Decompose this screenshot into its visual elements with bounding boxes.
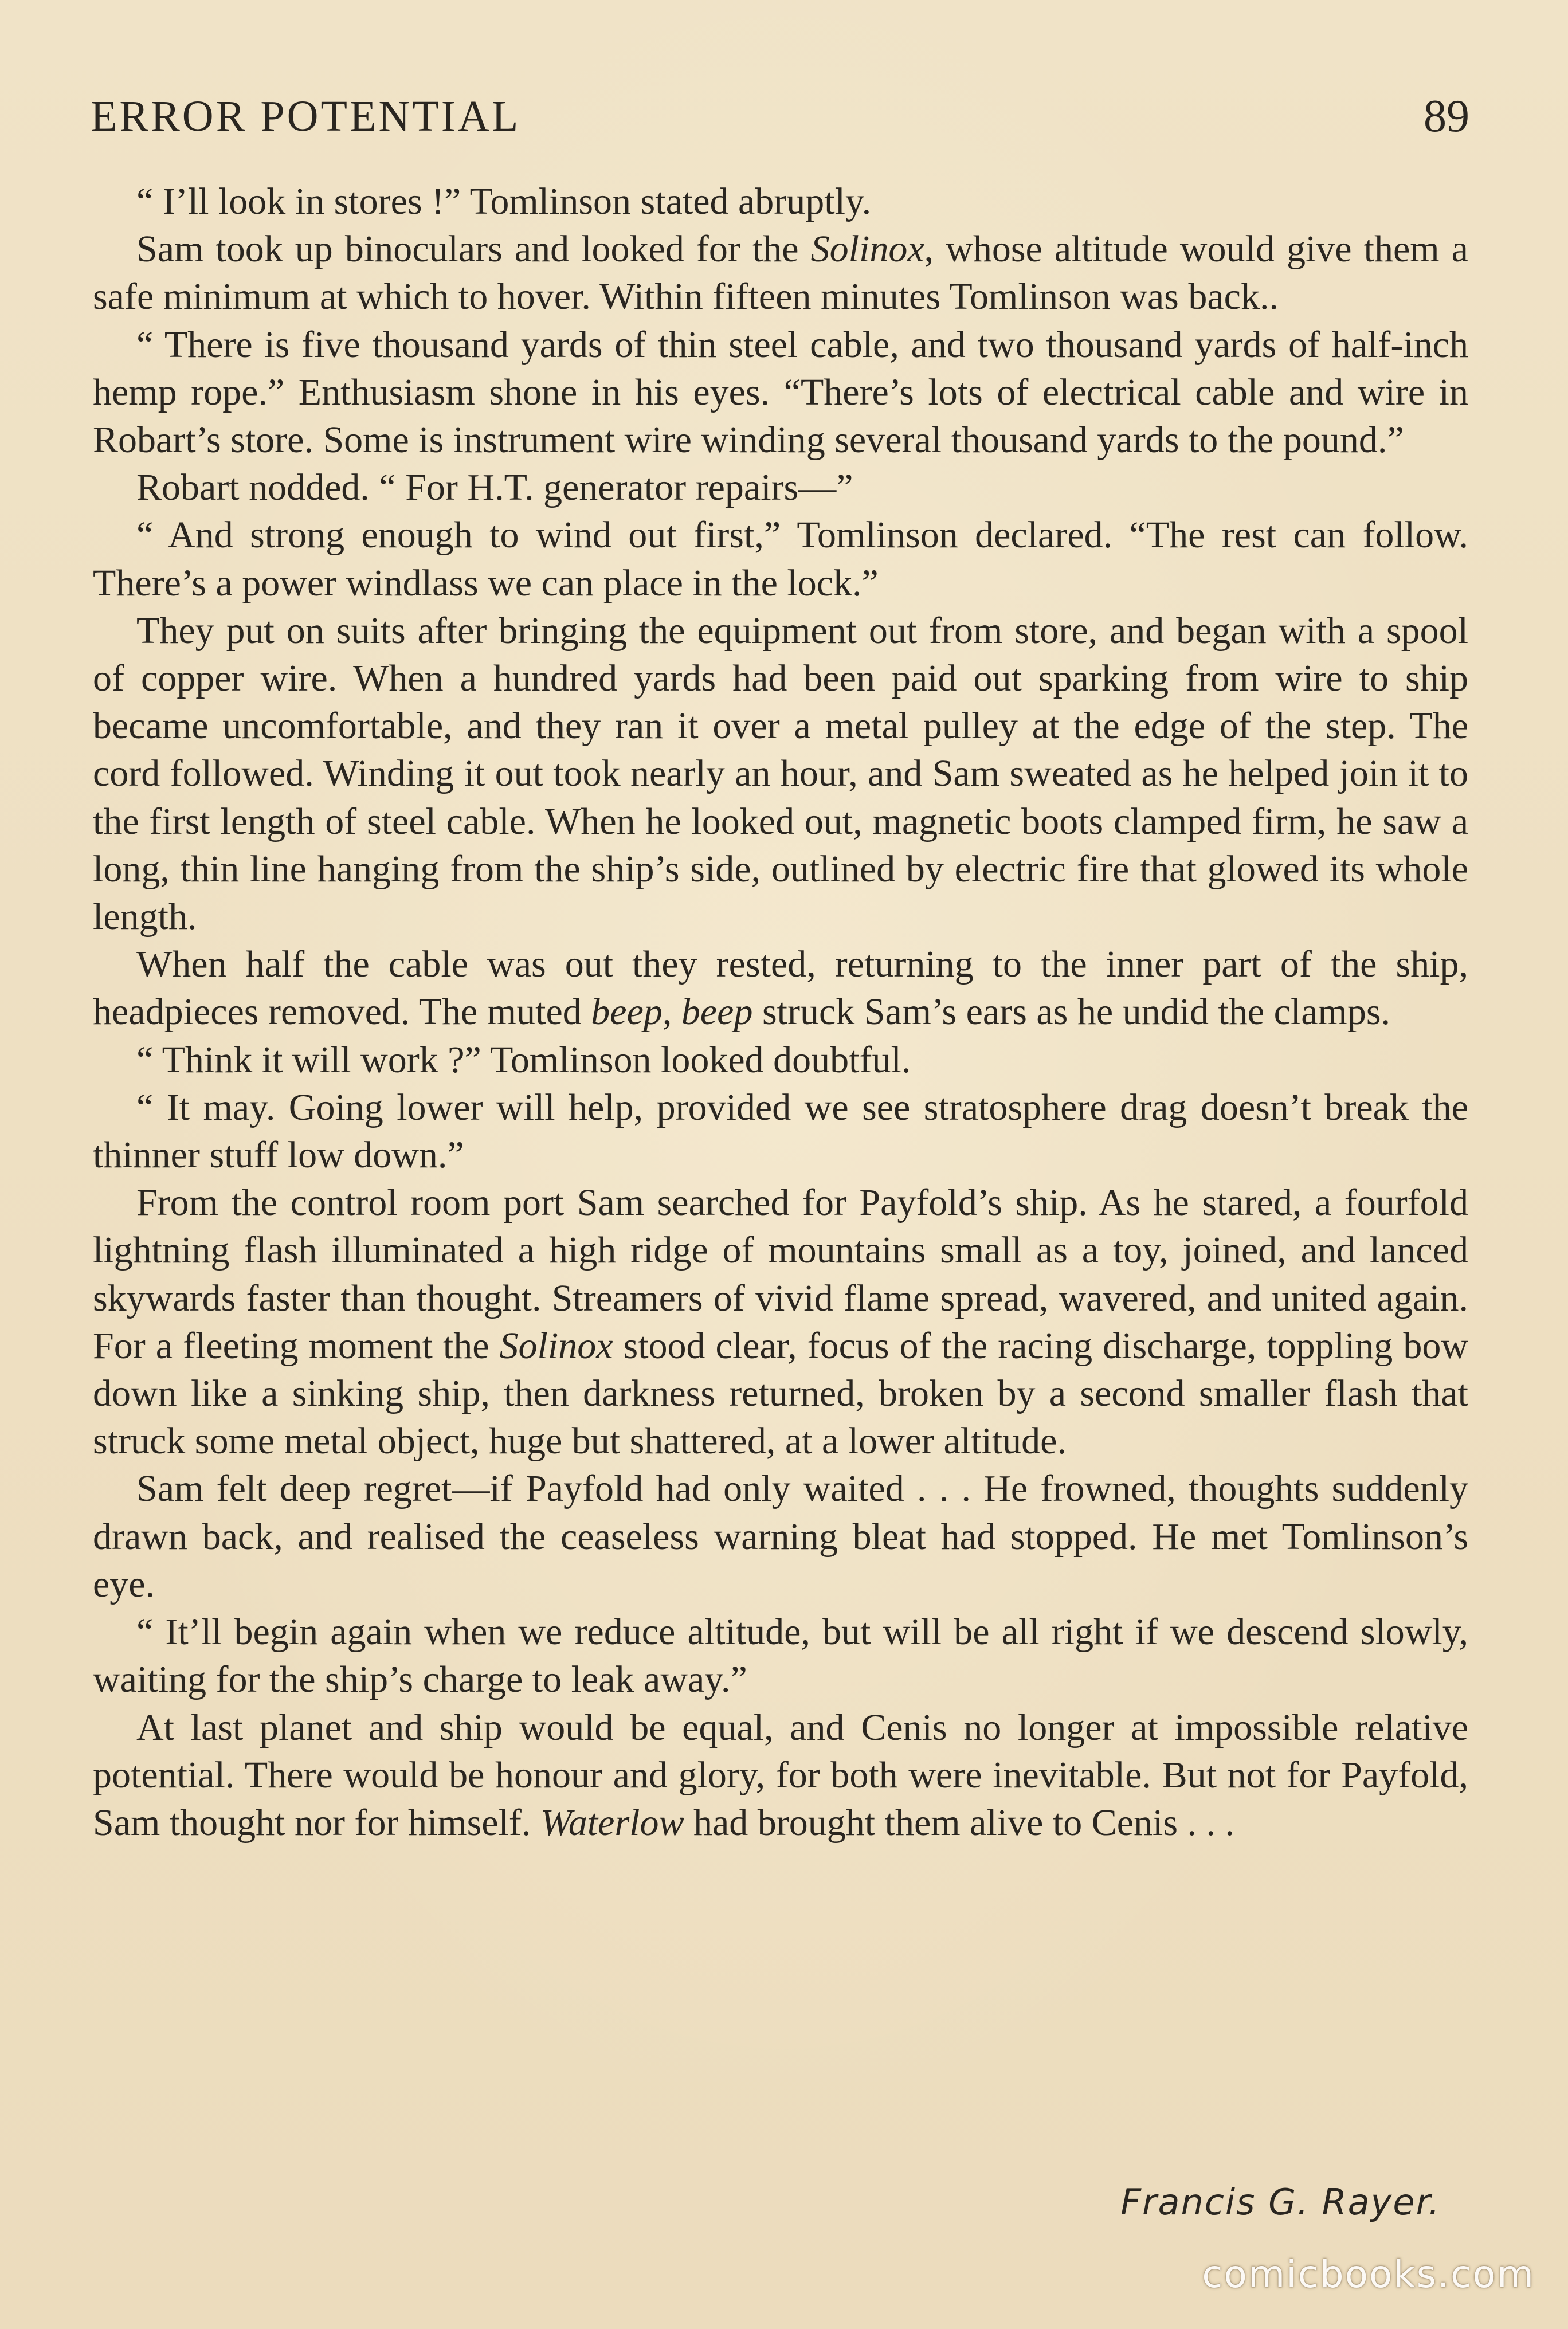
- paragraph: [93, 1084, 1468, 1179]
- text-run: At last planet and ship would be equal, and Cenis no longer at impossible relative potential. There would be honour and glory, for both were inevitable. But not for Payfold, Sam thought nor for himself.: [93, 1706, 1468, 1844]
- text-run: “ There is five thousand yards of thin steel cable, and two thousand yards of half-inch hemp rope.” Enthusiasm shone in his eyes. “There’s lots of electrical cable and wire in Robart’s store. Some is instrument wire winding several thousand yards to the pound.”: [93, 323, 1468, 461]
- italic-text: Solinox: [810, 228, 924, 270]
- italic-text: beep: [681, 991, 753, 1033]
- text-run: Sam felt deep regret—if Payfold had only waited . . . He frowned, thoughts suddenly drawn back, and realised the ceaseless warning bleat had stopped. He met Tomlinson’s eye.: [93, 1468, 1468, 1605]
- italic-text: beep: [591, 991, 663, 1033]
- paragraph: [93, 940, 1468, 1036]
- paragraph: [93, 1036, 1468, 1084]
- text-run: From the control room port Sam searched for Payfold’s ship. As he stared, a fourfold lightning flash illuminated a high ridge of mountains small as a toy, joined, and lanced skywards faster than thought. Streamers of vivid flame spread, wavered, and united again. For a fleeting moment the: [93, 1182, 1468, 1367]
- page-header: [91, 85, 1469, 148]
- story-text: [93, 178, 1468, 1846]
- paragraph: [93, 1465, 1468, 1608]
- italic-text: Solinox: [499, 1324, 613, 1367]
- italic-text: Waterlow: [540, 1801, 684, 1844]
- text-run: Robart nodded. “ For H.T. generator repairs—”: [136, 466, 853, 509]
- text-run: stood clear, focus of the racing discharge, toppling bow down like a sinking ship, then darkness returned, broken by a second smaller flash that struck some metal object, huge but shattered, at a lower altitude.: [93, 1324, 1468, 1463]
- paragraph: [93, 321, 1468, 464]
- paragraph: [93, 225, 1468, 320]
- paragraph: [93, 607, 1468, 940]
- paragraph: [93, 1179, 1468, 1465]
- paragraph: [93, 1704, 1468, 1847]
- text-run: “ It’ll begin again when we reduce altitude, but will be all right if we descend slowly, waiting for the ship’s charge to leak away.”: [93, 1611, 1468, 1701]
- text-run: struck Sam’s ears as he undid the clamps.: [752, 991, 1391, 1033]
- page-number: 89: [1424, 91, 1469, 142]
- paragraph: [93, 178, 1468, 225]
- text-run: When half the cable was out they rested, returning to the inner part of the ship, headpieces removed. The muted: [93, 943, 1468, 1033]
- text-run: “ I’ll look in stores !” Tomlinson stated abruptly.: [136, 181, 872, 222]
- site-watermark: comicbooks.com: [1202, 2252, 1535, 2296]
- paragraph: [93, 464, 1468, 511]
- text-run: They put on suits after bringing the equipment out from store, and began with a spool of copper wire. When a hundred yards had been paid out sparking from wire to ship became uncomfortable, and they ran it over a metal pulley at the edge of the step. The cord followed. Winding it out took nearly an hour, and Sam sweated as he helped join it to the first length of steel cable. When he looked out, magnetic boots clamped firm, he saw a long, thin line hanging from the ship’s side, outlined by electric fire that glowed its whole length.: [93, 609, 1468, 938]
- text-run: Sam took up binoculars and looked for the: [136, 228, 811, 270]
- running-title: ERROR POTENTIAL: [91, 92, 521, 140]
- text-run: “ It may. Going lower will help, provided we see stratosphere drag doesn’t break the thinner stuff low down.”: [93, 1086, 1468, 1177]
- text-run: “ And strong enough to wind out first,” Tomlinson declared. “The rest can follow. There’s a power windlass we can place in the lock.”: [93, 514, 1468, 604]
- text-run: ,: [662, 991, 681, 1033]
- paragraph: [93, 1608, 1468, 1703]
- author-signature: Francis G. Rayer.: [1120, 2181, 1441, 2223]
- paragraph: [93, 511, 1468, 606]
- text-run: , whose altitude would give them a safe minimum at which to hover. Within fifteen minutes Tomlinson was back..: [93, 228, 1468, 318]
- text-run: had brought them alive to Cenis . . .: [684, 1801, 1235, 1844]
- text-run: “ Think it will work ?” Tomlinson looked doubtful.: [136, 1038, 911, 1081]
